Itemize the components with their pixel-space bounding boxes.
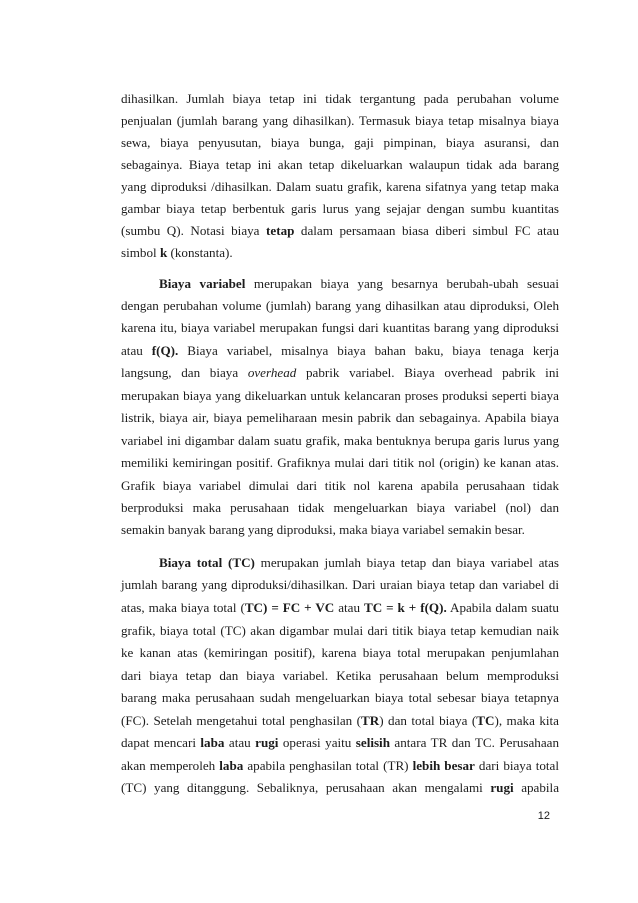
text-line <box>121 756 559 776</box>
bold-text: TC = k + f(Q). <box>363 600 447 615</box>
text-run: apabila penghasilan total (TR) <box>243 758 413 773</box>
bold-text: k <box>159 245 168 260</box>
bold-text: TC) = FC + VC <box>244 600 335 615</box>
text-run: memiliki kemiringan positif. Grafiknya mulai dari titik nol (origin) ke kanan atas. <box>121 455 559 470</box>
text-run: berproduksi maka perusahaan tidak mengeluarkan biaya variabel (nol) dan <box>121 500 559 515</box>
bold-text: selisih <box>355 735 390 750</box>
text-run: Biaya variabel, misalnya biaya bahan baku, biaya tenaga kerja <box>178 343 559 358</box>
text-run: sewa, biaya penyusutan, biaya bunga, gaji pimpinan, biaya asuransi, dan <box>121 135 559 150</box>
bold-text: rugi <box>490 780 514 795</box>
text-run: penjualan (jumlah barang yang dihasilkan). Termasuk biaya tetap misalnya biaya <box>121 113 559 128</box>
text-line <box>121 520 559 540</box>
bold-text: Biaya variabel <box>159 276 246 291</box>
text-line <box>121 221 559 241</box>
text-run: variabel ini digambar dalam suatu grafik, maka bentuknya berupa garis lurus yang <box>121 433 559 448</box>
text-run: yang diproduksi /dihasilkan. Dalam suatu grafik, karena sifatnya yang tetap maka <box>121 179 559 194</box>
bold-text: TC <box>476 713 495 728</box>
text-run: dari biaya tetap dan biaya variabel. Ketika perusahaan belum memproduksi <box>121 668 559 683</box>
bold-text: laba <box>200 735 225 750</box>
text-line <box>121 89 559 109</box>
text-run: merupakan biaya yang dikeluarkan untuk kelancaran proses produksi seperti biaya <box>121 388 559 403</box>
text-run: grafik, biaya total (TC) akan digambar mulai dari titik biaya tetap kemudian naik <box>121 623 559 638</box>
text-line <box>159 553 559 573</box>
bold-text: TR <box>361 713 380 728</box>
text-run: (TC) yang ditanggung. Sebaliknya, perusahaan akan mengalami <box>121 780 491 795</box>
text-run: dalam persamaan biasa diberi simbul FC atau <box>294 223 559 238</box>
text-run: gambar biaya tetap berbentuk garis lurus yang sejajar dengan sumbu kuantitas <box>121 201 559 216</box>
text-line <box>121 476 559 496</box>
bold-text: rugi <box>255 735 279 750</box>
bold-text: f(Q). <box>151 343 179 358</box>
text-run: atau <box>224 735 256 750</box>
text-line <box>121 133 559 153</box>
text-run: simbol <box>121 245 160 260</box>
text-run: merupakan biaya yang besarnya berubah-ubah sesuai <box>245 276 559 291</box>
text-run: dapat mencari <box>121 735 201 750</box>
text-line <box>121 598 559 618</box>
text-line <box>121 453 559 473</box>
text-line <box>121 778 559 798</box>
text-line <box>159 274 559 294</box>
text-run: dihasilkan. Jumlah biaya tetap ini tidak tergantung pada perubahan volume <box>121 91 559 106</box>
bold-text: Biaya total <box>159 555 223 570</box>
text-line <box>121 318 559 338</box>
text-line <box>121 155 559 175</box>
text-run: (konstanta). <box>167 245 233 260</box>
text-run: dengan perubahan volume (jumlah) barang yang dihasilkan atau diproduksi, Oleh <box>121 298 559 313</box>
text-run: antara TR dan TC. Perusahaan <box>389 735 559 750</box>
text-run: apabila <box>513 780 560 795</box>
text-line <box>121 177 559 197</box>
text-run: akan memperoleh <box>121 758 220 773</box>
text-line <box>121 621 559 641</box>
text-run: ) dan total biaya ( <box>379 713 477 728</box>
text-run: Apabila dalam suatu <box>446 600 559 615</box>
text-line <box>121 711 559 731</box>
text-run: listrik, biaya air, biaya pemeliharaan mesin pabrik dan sebagainya. Apabila biaya <box>121 410 559 425</box>
text-line <box>121 243 559 263</box>
text-run: atas, maka biaya total ( <box>121 600 245 615</box>
text-run: (sumbu Q). Notasi biaya <box>121 223 267 238</box>
text-line <box>121 408 559 428</box>
bold-text: laba <box>219 758 244 773</box>
bold-text: (TC) <box>227 555 255 570</box>
text-run: Grafik biaya variabel dimulai dari titik nol karena apabila perusahaan tidak <box>121 478 559 493</box>
text-line <box>121 666 559 686</box>
text-run: (FC). Setelah mengetahui total penghasilan ( <box>121 713 362 728</box>
text-line <box>121 386 559 406</box>
text-line <box>121 643 559 663</box>
text-run: semakin banyak barang yang diproduksi, maka biaya variabel semakin besar. <box>121 522 525 537</box>
text-run: langsung, dan biaya <box>121 365 248 380</box>
text-line <box>121 431 559 451</box>
text-run: ), maka kita <box>494 713 559 728</box>
bold-text: tetap <box>266 223 295 238</box>
text-run: atau <box>334 600 364 615</box>
text-run: dari biaya total <box>474 758 559 773</box>
text-line <box>121 498 559 518</box>
text-line <box>121 733 559 753</box>
text-run: atau <box>121 343 152 358</box>
text-line <box>121 363 559 383</box>
page-number: 12 <box>537 810 550 822</box>
text-run: sebagainya. Biaya tetap ini akan tetap dikeluarkan walaupun tidak ada barang <box>121 157 559 172</box>
text-line <box>121 688 559 708</box>
italic-text: overhead <box>247 365 297 380</box>
text-line <box>121 296 559 316</box>
text-run: karena itu, biaya variabel merupakan fungsi dari kuantitas barang yang diproduksi <box>121 320 559 335</box>
text-line <box>121 575 559 595</box>
text-run: operasi yaitu <box>278 735 356 750</box>
text-run: jumlah barang yang diproduksi/dihasilkan. Dari uraian biaya tetap dan variabel di <box>121 577 559 592</box>
bold-text: lebih besar <box>412 758 475 773</box>
text-run: barang maka perusahaan sudah mengeluarkan biaya total sebesar biaya tetapnya <box>121 690 559 705</box>
text-run: ke kanan atas (kemiringan positif), karena biaya total merupakan penjumlahan <box>121 645 559 660</box>
text-run: merupakan jumlah biaya tetap dan biaya variabel atas <box>254 555 559 570</box>
text-line <box>121 341 559 361</box>
text-line <box>121 111 559 131</box>
text-line <box>121 199 559 219</box>
text-run: pabrik variabel. Biaya overhead pabrik ini <box>296 365 560 380</box>
